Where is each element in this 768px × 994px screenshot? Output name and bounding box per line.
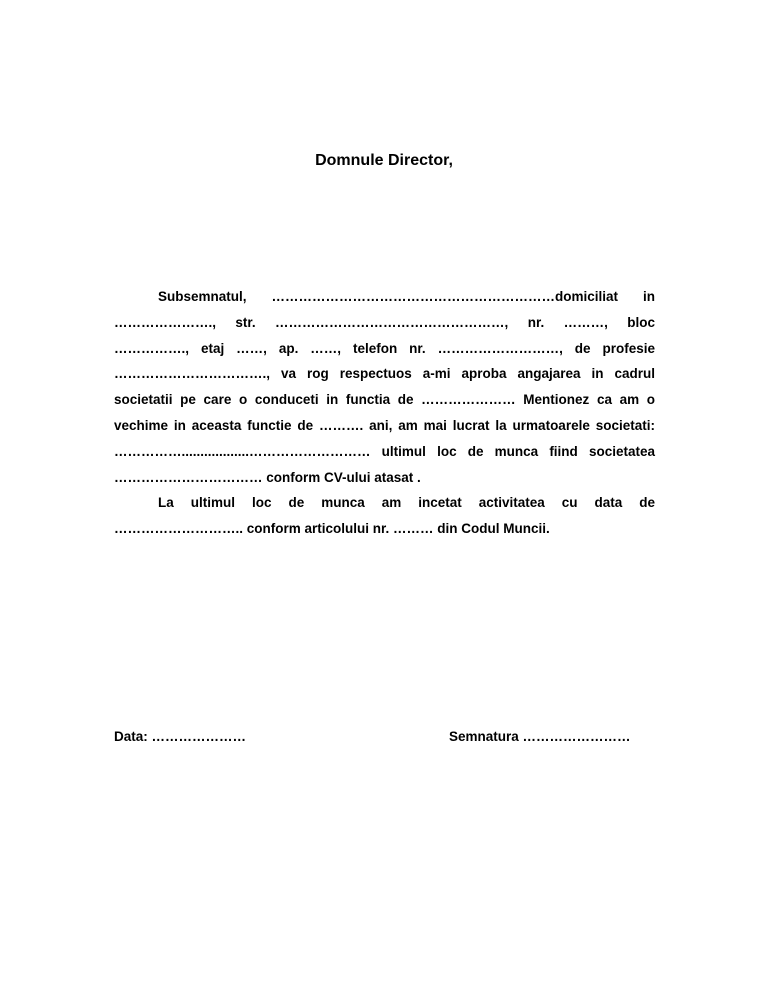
paragraph-previous-job: La ultimul loc de munca am incetat activitatea cu data de ……………………….. conform articolului nr. ……… din Codul Muncii.: [114, 495, 655, 537]
signature-line: Semnatura ……………………: [449, 729, 631, 744]
paragraph-request: Subsemnatul, ………………………………………………………domiciliat in …………………., str. ……………………………………………, nr. ………, bloc ……………., etaj ……, ap. ……, telefon nr. ………………………, de profesie ……………………………., va rog respectuos a-mi aproba angajarea in cadrul societatii pe care o conduceti in functia de ………………… Mentionez ca am o vechime in aceasta functie de ………. ani, am mai lucrat la urmatoarele societati: ……………..................……………………… ultimul loc de munca fiind societatea …………………………… conform CV-ului atasat .: [114, 289, 655, 485]
document-body: [114, 284, 655, 542]
date-line: Data: …………………: [114, 729, 247, 744]
document-title: Domnule Director,: [315, 152, 453, 169]
